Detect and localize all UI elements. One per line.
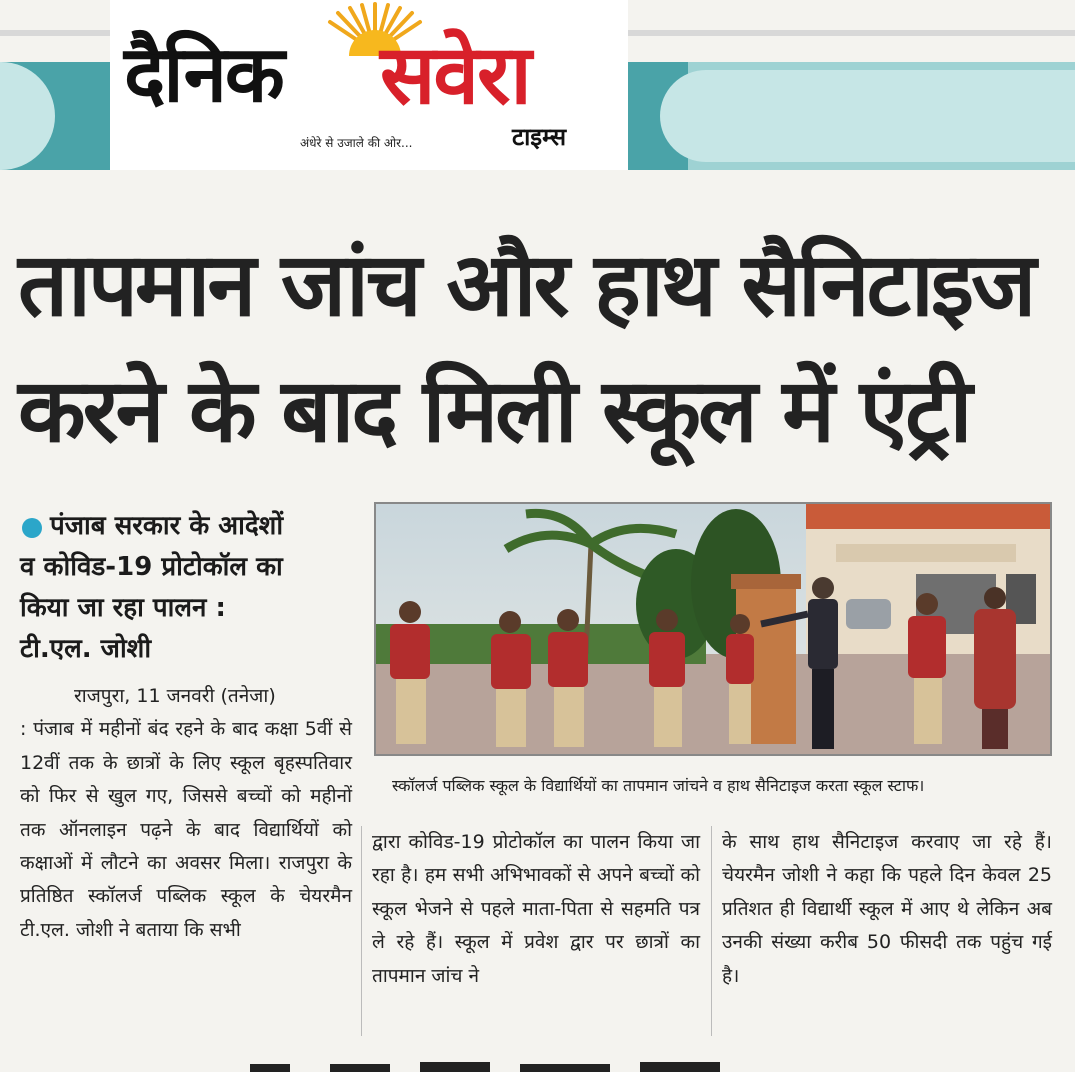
school-scene-illustration [376,504,1050,754]
subheadline-line-2: व कोविड-19 प्रोटोकॉल का [20,552,283,582]
masthead-times: टाइम्स [512,122,567,151]
article-headline [18,222,1063,474]
subheadline-line-4: टी.एल. जोशी [20,634,152,664]
headline-line-2: करने के बाद मिली स्कूल में एंट्री [18,359,970,462]
article-column-2: द्वारा कोविड-19 प्रोटोकॉल का पालन किया जा रहा है। हम सभी अभिभावकों से अपने बच्चों को स्कूल भेजने से पहले माता-पिता से सहमति पत्र ले रहे हैं। स्कूल में प्रवेश द्वार पर छात्रों का तापमान जांच ने [372,831,700,987]
article-dateline: राजपुरा, 11 जनवरी (तनेजा) [74,685,276,707]
masthead-band-pill-right [660,70,1075,162]
masthead-name-savera: सवेरा [380,27,530,123]
article-column-3: के साथ हाथ सैनिटाइज करवाए जा रहे हैं। चेयरमैन जोशी ने कहा कि पहले दिन केवल 25 प्रतिशत ही विद्यार्थी स्कूल में आए थे लेकिन अब उनकी संख्या करीब 50 फीसदी तक पहुंच गई है। [722,831,1052,987]
subheadline-line-1: पंजाब सरकार के आदेशों [50,511,284,541]
article-column-1-text: : पंजाब में महीनों बंद रहने के बाद कक्षा 5वीं से 12वीं तक के छात्रों के लिए स्कूल बृहस्पतिवार को फिर से खुल गए, जिससे बच्चों को महीनों तक ऑनलाइन पढ़ने के बाद विद्यार्थियों को कक्षाओं में लौटने का अवसर मिला। राजपुरा के प्रतिष्ठित स्कॉलर्ज पब्लिक स्कूल के चेयरमैन टी.एल. जोशी ने बताया कि सभी [20,718,352,941]
column-divider [711,826,712,1036]
photo-caption: स्कॉलर्ज पब्लिक स्कूल के विद्यार्थियों का तापमान जांचने व हाथ सैनिटाइज करता स्कूल स्टाफ। [392,776,925,795]
subheadline-line-3: किया जा रहा पालन : [20,593,226,623]
next-headline-fragment [220,1056,780,1072]
article-column-1 [20,680,352,947]
masthead-name-dainik: दैनिक [124,29,283,120]
article-photo [374,502,1052,756]
headline-line-1: तापमान जांच और हाथ सैनिटाइज [18,233,1034,336]
masthead-tagline: अंधेरे से उजाले की ओर... [300,136,413,150]
column-divider [361,826,362,1036]
article-subheadline [20,506,360,670]
